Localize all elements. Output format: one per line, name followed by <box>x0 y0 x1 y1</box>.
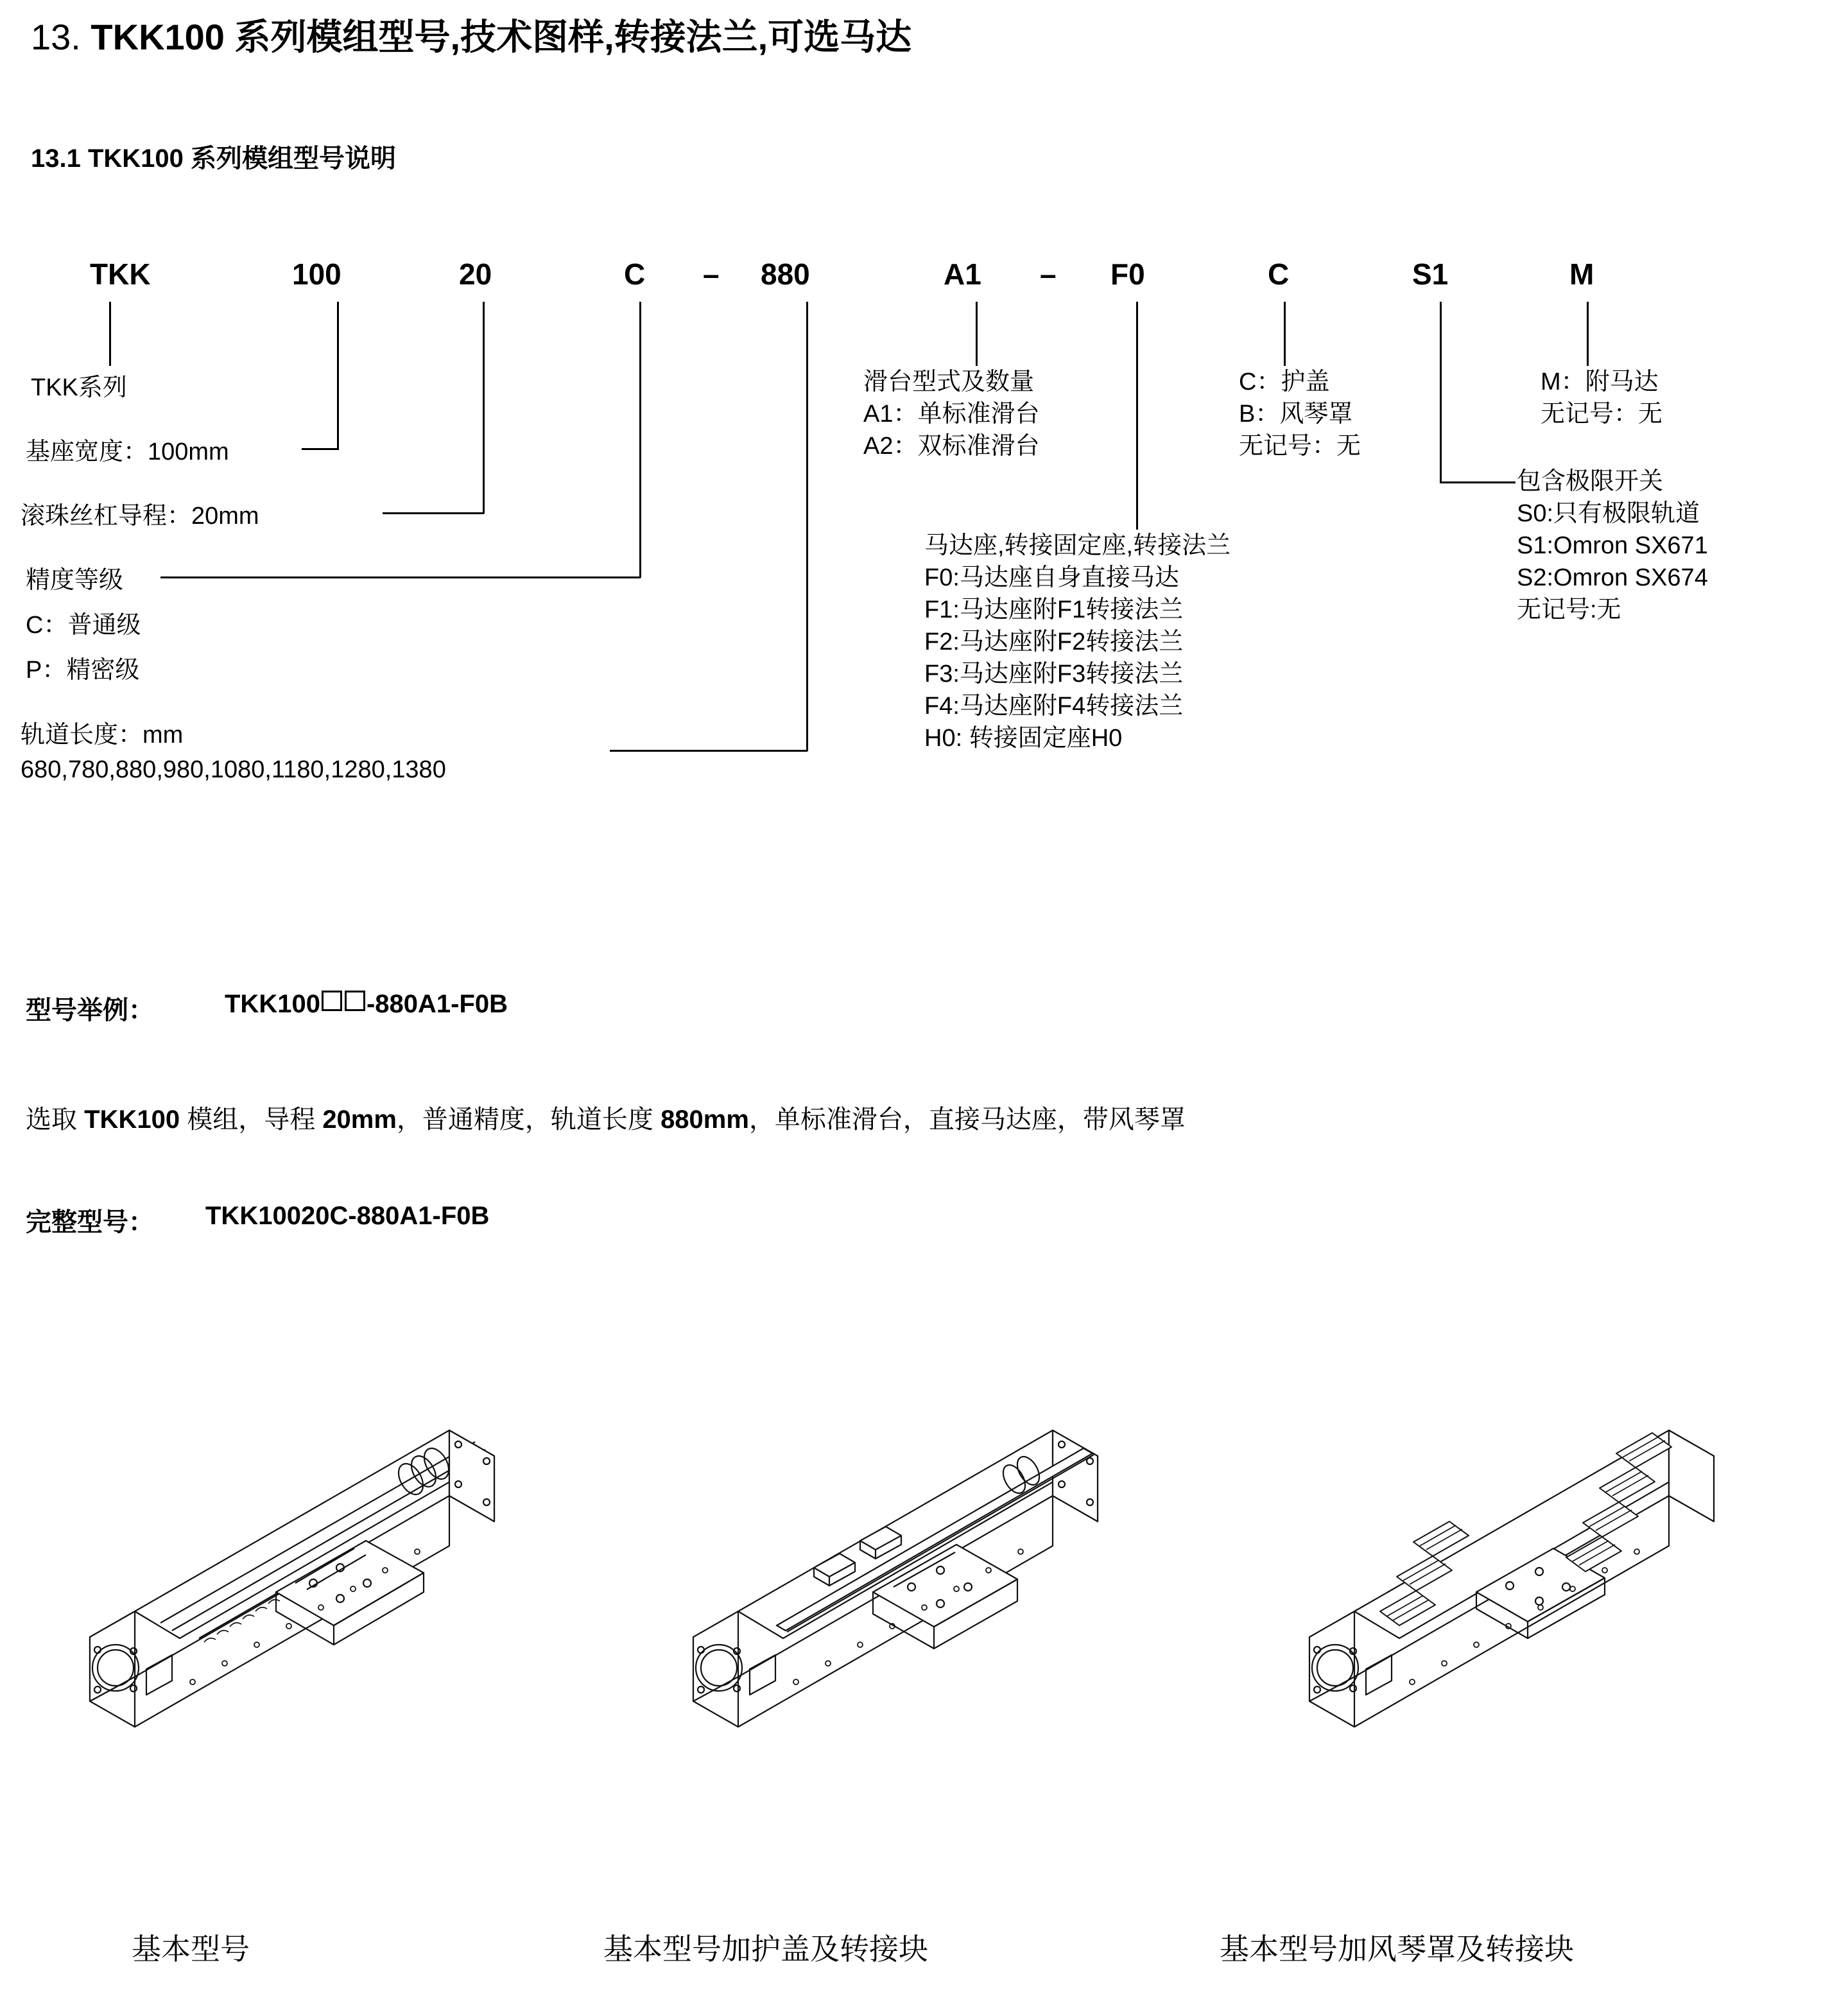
caption-with-bellows: 基本型号加风琴罩及转接块 <box>1220 1932 1574 1966</box>
label-length-title: 轨道长度：mm <box>21 722 184 749</box>
sentence-part-0: 选取 <box>26 1105 85 1134</box>
sentence-part-2: 模组，导程 <box>180 1105 323 1134</box>
example-label: 型号举例： <box>26 996 154 1025</box>
label-accuracy-title: 精度等级 <box>26 567 124 594</box>
block-flange <box>924 530 1231 754</box>
code-part-m: M <box>1569 257 1594 291</box>
model-code-row <box>0 257 1848 302</box>
leader-line-accuracy-h <box>160 576 641 578</box>
placeholder-square-1 <box>322 991 342 1011</box>
block-cover <box>1239 366 1361 462</box>
sentence-part-5: 880mm <box>661 1105 749 1134</box>
full-model-value: TKK10020C-880A1-F0B <box>205 1202 490 1230</box>
switch-title: 包含极限开关 <box>1517 468 1664 495</box>
code-part-20: 20 <box>459 257 492 291</box>
leader-line-motor <box>1587 302 1589 366</box>
figures-row <box>0 1399 1848 1913</box>
leader-line-slider <box>976 302 978 366</box>
flange-item-h0: H0: 转接固定座H0 <box>924 725 1123 752</box>
switch-item-s1: S1:Omron SX671 <box>1517 532 1708 559</box>
flange-item-f0: F0:马达座自身直接马达 <box>924 564 1179 591</box>
code-part-a1: A1 <box>944 257 981 291</box>
example-sentence <box>26 1099 1186 1136</box>
slider-title: 滑台型式及数量 <box>863 368 1035 395</box>
sentence-part-3: 20mm <box>322 1105 397 1134</box>
leader-line-accuracy-v <box>639 302 641 578</box>
figure-with-bellows <box>1284 1399 1817 1798</box>
flange-item-f4: F4:马达座附F4转接法兰 <box>924 693 1184 720</box>
example-value-prefix: TKK100 <box>225 990 320 1018</box>
switch-item-s2: S2:Omron SX674 <box>1517 564 1708 591</box>
code-part-dash2: – <box>1040 257 1057 291</box>
switch-item-s0: S0:只有极限轨道 <box>1517 500 1700 527</box>
code-part-cover-c: C <box>1268 257 1290 291</box>
switch-item-none: 无记号:无 <box>1517 596 1621 623</box>
block-motor <box>1541 366 1662 430</box>
code-part-s1: S1 <box>1412 257 1449 291</box>
figure-basic-model <box>64 1399 591 1798</box>
code-part-dash1: – <box>703 257 720 291</box>
sentence-part-1: TKK100 <box>84 1105 180 1134</box>
label-series: TKK系列 <box>31 374 127 401</box>
leader-line-base-width-h <box>302 448 339 450</box>
code-part-f0: F0 <box>1110 257 1145 291</box>
leader-line-flange <box>1136 302 1138 530</box>
motor-item-m: M：附马达 <box>1541 368 1659 395</box>
code-part-880: 880 <box>761 257 810 291</box>
motor-item-none: 无记号：无 <box>1541 401 1663 428</box>
leader-line-length-v <box>806 302 808 751</box>
slider-item-a1: A1：单标准滑台 <box>863 401 1040 428</box>
leader-line-switch-v <box>1440 302 1442 483</box>
code-part-tkk: TKK <box>90 257 151 291</box>
figure-with-bellows-drawing <box>1284 1399 1817 1798</box>
leader-line-length-h <box>610 750 807 752</box>
figure-basic-model-drawing <box>64 1399 591 1798</box>
leader-line-series <box>109 302 111 366</box>
section-number: 13. <box>31 17 81 57</box>
slider-item-a2: A2：双标准滑台 <box>863 433 1040 460</box>
cover-item-b: B：风琴罩 <box>1239 401 1353 428</box>
placeholder-square-2 <box>345 991 365 1011</box>
block-slider-type <box>863 366 1039 462</box>
code-part-c: C <box>624 257 646 291</box>
cover-item-none: 无记号：无 <box>1239 433 1361 460</box>
example-value <box>225 990 508 1019</box>
label-accuracy-c: C：普通级 <box>26 612 141 639</box>
label-accuracy-p: P：精密级 <box>26 657 140 684</box>
flange-item-f3: F3:马达座附F3转接法兰 <box>924 661 1184 688</box>
sentence-part-4: ，普通精度，轨道长度 <box>396 1105 661 1134</box>
sentence-part-6: ，单标准滑台，直接马达座，带风琴罩 <box>748 1105 1186 1134</box>
caption-with-cover: 基本型号加护盖及转接块 <box>603 1932 928 1966</box>
label-lead: 滚珠丝杠导程：20mm <box>21 503 259 530</box>
caption-basic-model: 基本型号 <box>132 1932 250 1966</box>
page-title <box>31 9 911 60</box>
figure-with-cover <box>668 1399 1194 1798</box>
cover-item-c: C：护盖 <box>1239 368 1330 395</box>
section-title: TKK100 系列模组型号,技术图样,转接法兰,可选马达 <box>91 17 912 57</box>
label-length-values: 680,780,880,980,1080,1180,1280,1380 <box>21 756 446 783</box>
label-base-width: 基座宽度：100mm <box>26 438 229 465</box>
leader-line-lead-v <box>483 302 485 514</box>
flange-title: 马达座,转接固定座,转接法兰 <box>924 532 1231 559</box>
subsection-title: 13.1 TKK100 系列模组型号说明 <box>31 144 397 173</box>
full-model-label: 完整型号： <box>26 1208 154 1236</box>
block-limit-switch <box>1517 465 1708 626</box>
example-value-suffix: -880A1-F0B <box>366 990 508 1018</box>
flange-item-f1: F1:马达座附F1转接法兰 <box>924 596 1184 623</box>
flange-item-f2: F2:马达座附F2转接法兰 <box>924 628 1184 655</box>
leader-line-switch-h <box>1440 481 1516 483</box>
figure-with-cover-drawing <box>668 1399 1194 1798</box>
leader-line-base-width-v <box>337 302 339 449</box>
leader-line-cover <box>1284 302 1286 366</box>
leader-line-lead-h <box>383 512 484 514</box>
code-part-100: 100 <box>292 257 341 291</box>
